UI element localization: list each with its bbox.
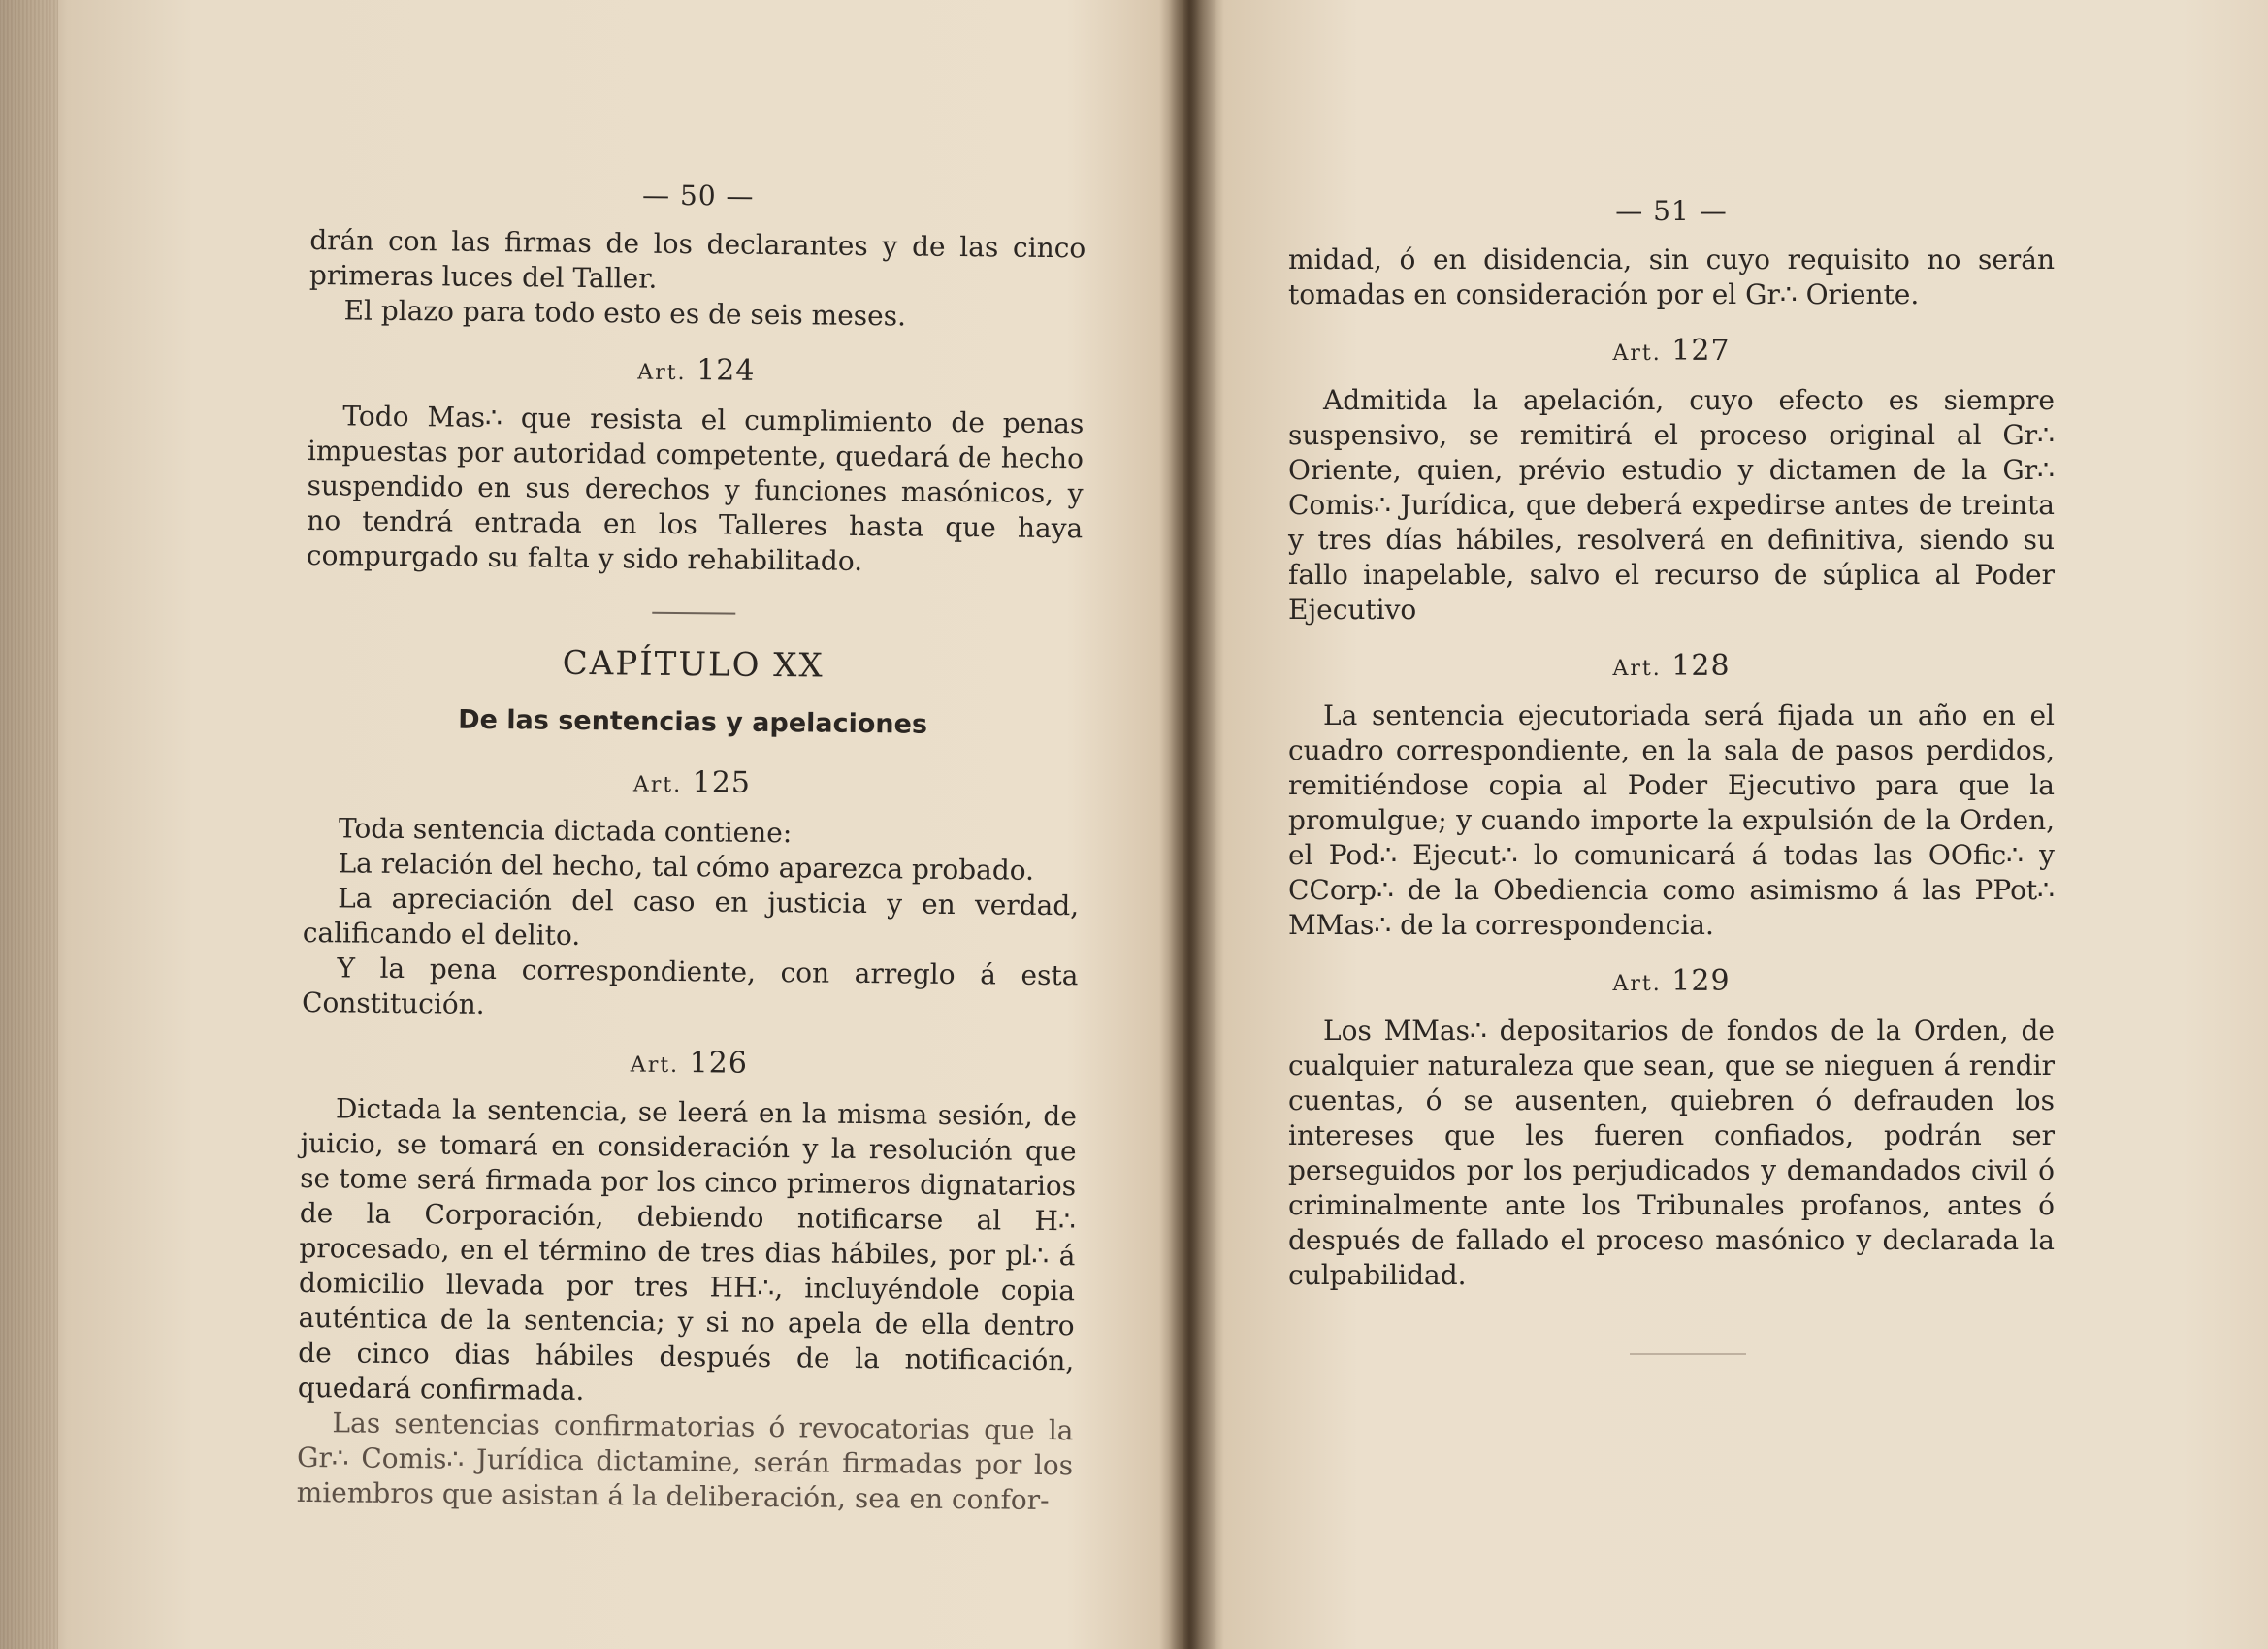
article-heading-129: Art. 129 [1612,964,1731,998]
article-125-line-1: Toda sentencia dictada contiene: [338,812,793,850]
article-text-127: Admitida la apelación, cuyo efecto es siempre suspensivo, se remitirá el proceso original al Gr∴ Oriente, quien, prévio estudio y dictamen de la Gr∴ Comis∴ Jurídica, que deberá expedirse antes de treinta y tres días hábiles, resolverá en definitiva, siendo su fallo inapelable, salvo el recurso de súplica al Poder Ejecutivo [1288,384,2055,626]
book-gutter [1169,0,1217,1649]
article-text-129: Los MMas∴ depositarios de fondos de la Orden, de cualquier naturaleza que sean, que se nieguen á rendir cuentas, ó se ausenten, quiebren ó defrauden los intereses que les fueren confiados, podrán ser perseguidos por los perjudicados y demandados civil ó criminalmente ante los Tribunales profanos, antes ó después de fallado el proceso masónico y declarada la culpabilidad. [1288,1015,2055,1291]
end-divider [1630,1353,1746,1355]
article-text-124: Todo Mas∴ que resista el cumplimiento de penas impuestas por autoridad competente, quedará de hecho suspendido en sus derechos y funciones masónicos, y no tendrá entrada en los Talleres hasta que haya compurgado su falta y sido rehabilitado. [306,400,1085,577]
section-divider [652,612,735,615]
article-text-126-continued: Las sentencias confirmatorias ó revocatorias que la Gr∴ Comis∴ Jurídica dictamine, serán firmadas por los miembros que asistan á la deliberación, sea en confor- [296,1406,1074,1517]
page-number-right: — 51 — [1615,195,1728,227]
left-opening-line: drán con las firmas de los declarantes y de las cinco primeras luces del Taller. [308,223,1086,295]
article-125-line-4: Y la pena correspondiente, con arreglo á esta Constitución. [301,952,1079,1020]
right-page [1288,184,2055,1293]
right-opening-text: midad, ó en disidencia, sin cuyo requisito no serán tomadas en consideración por el Gr∴ Oriente. [1288,243,2055,310]
article-text-128: La sentencia ejecutoriada será fijada un año en el cuadro correspondiente, en la sala de pasos perdidos, remitiéndose copia al Poder Ejecutivo para que la promulgue; y cuando importe la expulsión de la Orden, el Pod∴ Ejecut∴ lo comunicará á todas las OOfic∴ y CCorp∴ de la Obediencia como asimismo á las PPot∴ MMas∴ de la correspondencia. [1288,699,2055,941]
article-125-line-3: La apreciación del caso en justicia y en verdad, calificando el delito. [302,882,1080,952]
chapter-subtitle: De las sentencias y apelaciones [458,704,928,740]
left-page [297,175,1086,1518]
chapter-title: CAPÍTULO XX [562,643,825,686]
page-number-left: — 50 — [641,178,755,212]
page-edges [0,0,58,1649]
article-heading-128: Art. 128 [1612,649,1731,683]
article-heading-125: Art. 125 [632,765,752,800]
article-heading-126: Art. 126 [630,1046,749,1081]
article-heading-124: Art. 124 [637,353,756,388]
article-125-line-2: La relación del hecho, tal cómo aparezca probado. [338,847,1035,887]
left-opening-line-2: El plazo para todo esto es de seis meses. [343,294,907,333]
article-text-126: Dictada la sentencia, se leerá en la misma sesión, de juicio, se tomará en consideración y la resolución que se tome será firmada por los cinco primeros dignatarios de la Corporación, debiendo notificarse al H∴ procesado, en el término de tres dias hábiles, por pl∴ á domicilio llevada por tres HH∴, incluyéndole copia auténtica de la sentencia; y si no apela de ella dentro de cinco dias hábiles después de la notificación, quedará confirmada. [297,1092,1078,1407]
article-heading-127: Art. 127 [1612,334,1731,368]
